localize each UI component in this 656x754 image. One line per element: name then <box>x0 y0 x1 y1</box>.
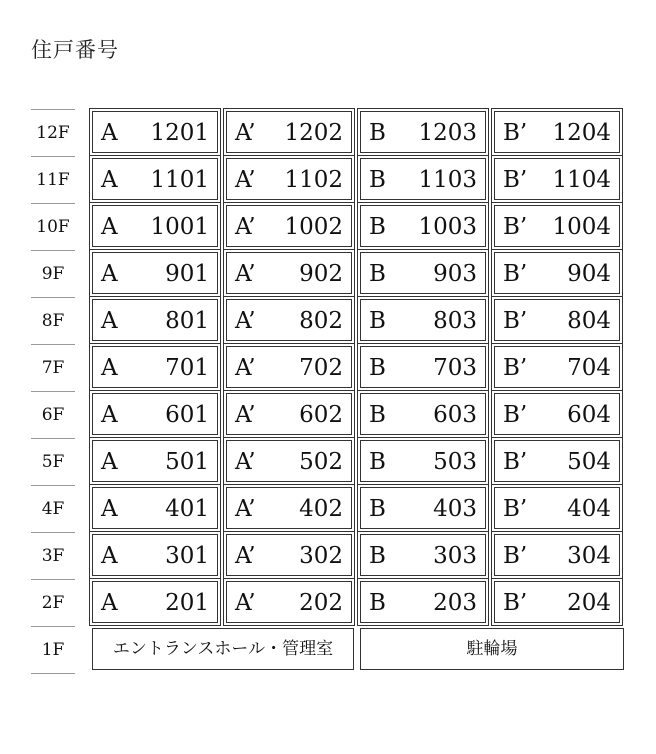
unit-number: 202 <box>299 590 343 616</box>
floor-label: 1F <box>31 626 75 672</box>
unit-type: A <box>101 590 118 616</box>
unit-number: 901 <box>165 261 209 287</box>
unit-type: A’ <box>235 308 256 334</box>
floor-label: 5F <box>31 438 75 484</box>
unit-cell <box>92 252 218 294</box>
unit-cell <box>494 393 620 435</box>
unit-cell <box>92 111 218 153</box>
unit-number: 1203 <box>418 120 477 146</box>
unit-type: A <box>101 261 118 287</box>
floor-label: 7F <box>31 344 75 390</box>
floor-label: 3F <box>31 532 75 578</box>
unit-type: A’ <box>235 167 256 193</box>
unit-type: A <box>101 402 118 428</box>
unit-type: A <box>101 496 118 522</box>
unit-number: 702 <box>299 355 343 381</box>
unit-cell <box>92 205 218 247</box>
unit-type: A <box>101 308 118 334</box>
unit-cell <box>494 534 620 576</box>
floor-label: 6F <box>31 391 75 437</box>
unit-cell <box>494 205 620 247</box>
unit-type: A’ <box>235 590 256 616</box>
unit-number: 803 <box>433 308 477 334</box>
unit-number: 1001 <box>150 214 209 240</box>
unit-type: B <box>369 214 386 240</box>
unit-type: B <box>369 120 386 146</box>
unit-type: B <box>369 355 386 381</box>
unit-number: 303 <box>433 543 477 569</box>
unit-cell <box>360 534 486 576</box>
unit-number: 204 <box>567 590 611 616</box>
unit-number: 703 <box>433 355 477 381</box>
floor-label: 9F <box>31 250 75 296</box>
unit-cell <box>360 581 486 623</box>
unit-cell <box>226 440 352 482</box>
floor-label: 8F <box>31 297 75 343</box>
unit-type: B’ <box>503 308 528 334</box>
unit-cell <box>360 299 486 341</box>
unit-type: B <box>369 543 386 569</box>
unit-type: B’ <box>503 261 528 287</box>
unit-number: 701 <box>165 355 209 381</box>
unit-type: B’ <box>503 496 528 522</box>
unit-cell <box>226 158 352 200</box>
unit-type: B <box>369 402 386 428</box>
unit-type: A’ <box>235 543 256 569</box>
unit-type: B <box>369 308 386 334</box>
unit-cell <box>360 393 486 435</box>
unit-cell <box>494 440 620 482</box>
unit-cell <box>226 487 352 529</box>
floor-label: 10F <box>31 203 75 249</box>
unit-type: A’ <box>235 120 256 146</box>
unit-type: B <box>369 496 386 522</box>
unit-number: 504 <box>567 449 611 475</box>
unit-number: 304 <box>567 543 611 569</box>
unit-type: A’ <box>235 496 256 522</box>
unit-cell <box>226 299 352 341</box>
unit-type: A <box>101 214 118 240</box>
unit-cell <box>92 487 218 529</box>
unit-cell <box>226 252 352 294</box>
unit-type: A’ <box>235 355 256 381</box>
unit-number: 604 <box>567 402 611 428</box>
unit-type: B’ <box>503 120 528 146</box>
floor-label: 2F <box>31 579 75 625</box>
unit-number: 602 <box>299 402 343 428</box>
unit-cell <box>226 534 352 576</box>
unit-cell <box>494 346 620 388</box>
bicycle-parking-cell: 駐輪場 <box>360 628 624 670</box>
floor-divider <box>31 673 75 674</box>
unit-type: B’ <box>503 167 528 193</box>
unit-cell <box>494 299 620 341</box>
unit-number: 402 <box>299 496 343 522</box>
unit-number: 902 <box>299 261 343 287</box>
unit-type: B’ <box>503 590 528 616</box>
unit-cell <box>92 440 218 482</box>
unit-cell <box>360 158 486 200</box>
unit-number: 301 <box>165 543 209 569</box>
unit-cell <box>494 158 620 200</box>
unit-cell <box>92 346 218 388</box>
unit-cell <box>226 393 352 435</box>
unit-number: 1104 <box>552 167 611 193</box>
unit-cell <box>92 393 218 435</box>
unit-number: 502 <box>299 449 343 475</box>
unit-cell <box>92 299 218 341</box>
unit-number: 904 <box>567 261 611 287</box>
unit-type: A <box>101 167 118 193</box>
unit-number: 203 <box>433 590 477 616</box>
unit-number: 401 <box>165 496 209 522</box>
unit-cell <box>494 252 620 294</box>
unit-type: A <box>101 120 118 146</box>
unit-number: 1003 <box>418 214 477 240</box>
unit-cell <box>92 581 218 623</box>
unit-number: 1004 <box>552 214 611 240</box>
entrance-hall-cell: エントランスホール・管理室 <box>92 628 354 670</box>
unit-number: 501 <box>165 449 209 475</box>
unit-type: B’ <box>503 214 528 240</box>
floor-label: 11F <box>31 156 75 202</box>
floor-label: 4F <box>31 485 75 531</box>
unit-number: 1101 <box>150 167 209 193</box>
unit-type: A’ <box>235 449 256 475</box>
unit-type: B <box>369 449 386 475</box>
unit-type: A <box>101 543 118 569</box>
unit-cell <box>360 440 486 482</box>
unit-number: 601 <box>165 402 209 428</box>
page-title: 住戸番号 <box>31 38 119 62</box>
unit-type: A <box>101 449 118 475</box>
unit-cell <box>360 205 486 247</box>
unit-number: 403 <box>433 496 477 522</box>
unit-cell <box>226 205 352 247</box>
unit-cell <box>226 346 352 388</box>
unit-type: A <box>101 355 118 381</box>
unit-number: 1002 <box>284 214 343 240</box>
unit-cell <box>92 158 218 200</box>
unit-cell <box>494 111 620 153</box>
unit-number: 302 <box>299 543 343 569</box>
unit-number: 1202 <box>284 120 343 146</box>
unit-cell <box>360 252 486 294</box>
unit-type: B’ <box>503 355 528 381</box>
unit-cell <box>360 346 486 388</box>
unit-number: 201 <box>165 590 209 616</box>
unit-cell <box>360 111 486 153</box>
unit-cell <box>226 581 352 623</box>
unit-cell <box>494 581 620 623</box>
unit-number: 1201 <box>150 120 209 146</box>
unit-number: 503 <box>433 449 477 475</box>
unit-number: 1103 <box>418 167 477 193</box>
unit-number: 603 <box>433 402 477 428</box>
unit-type: B’ <box>503 543 528 569</box>
unit-cell <box>92 534 218 576</box>
unit-number: 903 <box>433 261 477 287</box>
unit-number: 404 <box>567 496 611 522</box>
unit-cell <box>494 487 620 529</box>
unit-cell <box>360 487 486 529</box>
unit-type: B <box>369 261 386 287</box>
unit-number: 1102 <box>284 167 343 193</box>
unit-number: 804 <box>567 308 611 334</box>
unit-number: 802 <box>299 308 343 334</box>
unit-type: A’ <box>235 214 256 240</box>
unit-type: B <box>369 167 386 193</box>
unit-number: 704 <box>567 355 611 381</box>
unit-type: B <box>369 590 386 616</box>
unit-type: A’ <box>235 261 256 287</box>
unit-type: B’ <box>503 449 528 475</box>
unit-number: 801 <box>165 308 209 334</box>
unit-cell <box>226 111 352 153</box>
unit-type: A’ <box>235 402 256 428</box>
unit-type: B’ <box>503 402 528 428</box>
floor-label: 12F <box>31 109 75 155</box>
unit-number: 1204 <box>552 120 611 146</box>
